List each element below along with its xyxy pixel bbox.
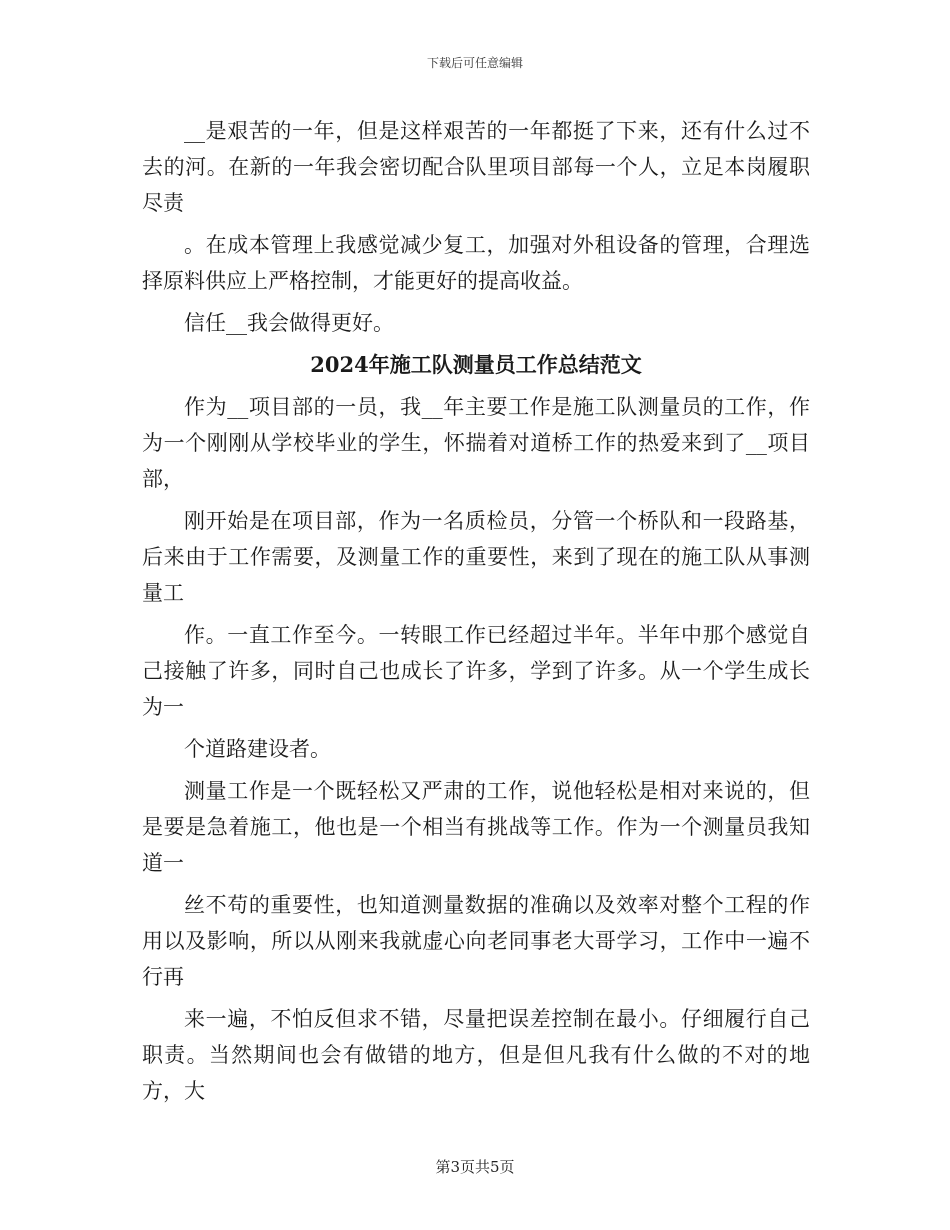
section-title: 2024年施工队测量员工作总结范文 bbox=[310, 352, 642, 377]
paragraph: 测量工作是一个既轻松又严肃的工作，说他轻松是相对来说的，但是要是急着施工，他也是一个相当有挑战等工作。作为一个测量员我知道一 bbox=[142, 779, 810, 875]
paragraph: 。在成本管理上我感觉减少复工，加强对外租设备的管理，合理选择原料供应上严格控制，才能更好的提高收益。 bbox=[142, 233, 810, 293]
paragraph: 个道路建设者。 bbox=[184, 737, 331, 761]
paragraph: __是艰苦的一年，但是这样艰苦的一年都挺了下来，还有什么过不去的河。在新的一年我会密切配合队里项目部每一个人，立足本岗履职尽责 bbox=[142, 119, 810, 215]
document-body bbox=[142, 113, 810, 1115]
paragraph: 作。一直工作至今。一转眼工作已经超过半年。半年中那个感觉自己接触了许多，同时自己也成长了许多，学到了许多。从一个学生成长为一 bbox=[142, 623, 810, 719]
paragraph: 信任__我会做得更好。 bbox=[184, 311, 394, 335]
page-number: 第3页共5页 bbox=[435, 1158, 515, 1176]
paragraph: 丝不苟的重要性，也知道测量数据的准确以及效率对整个工程的作用以及影响，所以从刚来我就虚心向老同事老大哥学习，工作中一遍不行再 bbox=[142, 893, 810, 989]
paragraph: 刚开始是在项目部，作为一名质检员，分管一个桥队和一段路基，后来由于工作需要，及测量工作的重要性，来到了现在的施工队从事测量工 bbox=[142, 509, 810, 605]
paragraph: 来一遍，不怕反但求不错，尽量把误差控制在最小。仔细履行自己职责。当然期间也会有做错的地方，但是但凡我有什么做的不对的地方，大 bbox=[142, 1007, 810, 1103]
page-header: 下载后可任意编辑 bbox=[426, 56, 523, 70]
paragraph: 作为__项目部的一员，我__年主要工作是施工队测量员的工作，作为一个刚刚从学校毕业的学生，怀揣着对道桥工作的热爱来到了__项目部， bbox=[142, 395, 810, 491]
